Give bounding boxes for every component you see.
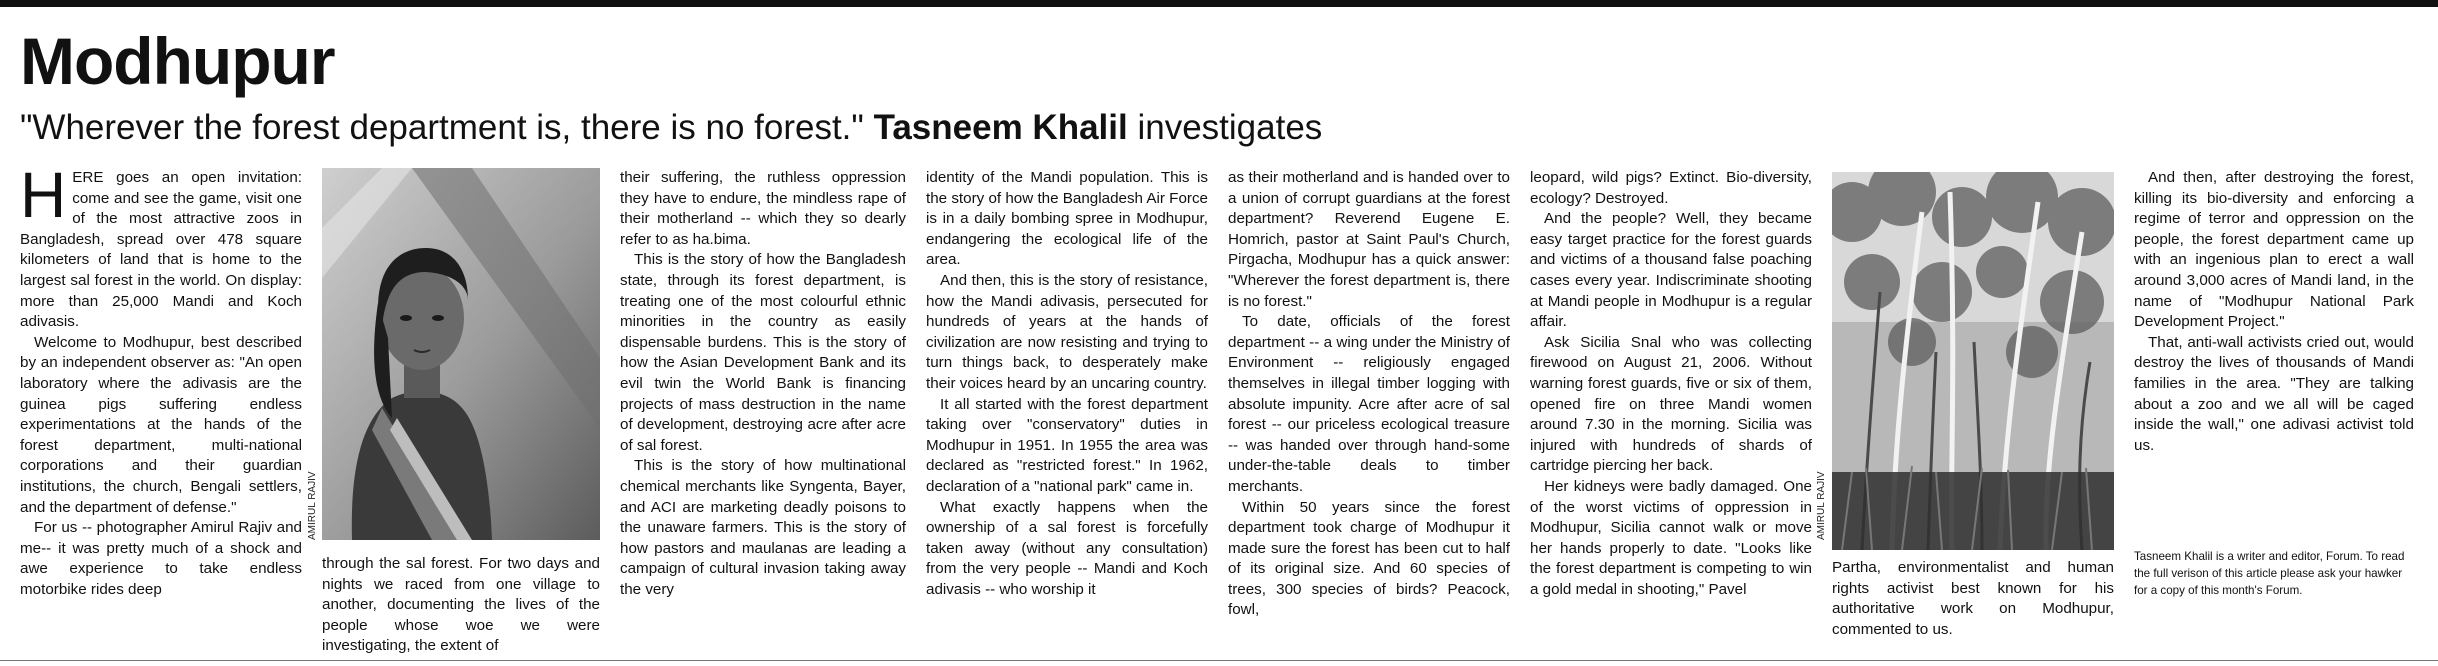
article-column-4 <box>926 168 1208 600</box>
paragraph: This is the story of how multinational chemical merchants like Syngenta, Bayer, and ACI are marketing deadly poisons to the unaware farmers. This is the story of how pastors and maulanas are leading a campaign of cultural invasion taking away the very <box>620 457 906 598</box>
paragraph: To date, officials of the forest department -- a wing under the Ministry of Environment -- religiously engaged themselves in illegal timber logging with absolute impunity. Acre after acre of sal forest -- our priceless ecological treasure -- was handed over through hand-some under-the-table deals to timber merchants. <box>1228 313 1510 495</box>
portrait-photo <box>322 168 600 540</box>
paragraph: Welcome to Modhupur, best described by an independent observer as: "An open laboratory where the adivasis are the guinea pigs suffering endless experimentations at the hands of the forest department, multi-national corporations and their guardian institutions, the church, Bengali settlers, and the department of defense." <box>20 333 302 516</box>
paragraph: This is the story of how the Bangladesh state, through its forest department, is treating one of the most colourful ethnic minorities in the country as easily dispensable burdens. This is the story of how the Asian Development Bank and its evil twin the World Bank is financing projects of mass destruction in the name of development, destroying acre after acre of sal forest. <box>620 251 906 454</box>
deck-quote: "Wherever the forest department is, there is no forest." <box>20 108 874 147</box>
forest-photo <box>1832 172 2114 550</box>
author-bio: Tasneem Khalil is a writer and editor, Forum. To read the full verison of this article please ask your hawker for a copy of this month's Forum. <box>2134 550 2405 597</box>
paragraph: identity of the Mandi population. This is the story of how the Bangladesh Air Force is in a daily bombing spree in Modhupur, endangering the ecological life of the area. <box>926 169 1208 269</box>
portrait-photo-image <box>322 168 600 540</box>
paragraph: And then, this is the story of resistance, how the Mandi adivasis, persecuted for hundreds of years at the hands of civilization are now resisting and trying to turn things back, to desperately make their voices heard by an uncaring country. <box>926 271 1208 392</box>
article-column-6 <box>1530 168 1812 600</box>
paragraph: For us -- photographer Amirul Rajiv and me-- it was pretty much of a shock and awe experience to take endless motorbike rides deep <box>20 519 302 598</box>
forest-photo-image <box>1832 172 2114 550</box>
article-column-8 <box>2134 168 2414 456</box>
top-rule <box>0 0 2438 7</box>
article-column-3 <box>620 168 906 600</box>
bottom-rule <box>0 660 2438 661</box>
paragraph: What exactly happens when the ownership of a sal forest is forcefully taken away (without any consultation) from the very people -- Mandi and Koch adivasis -- who worship it <box>926 498 1208 598</box>
paragraph: as their motherland and is handed over to a union of corrupt guardians at the forest department? Reverend Eugene E. Homrich, pastor at Saint Paul's Church, Pirgacha, Modhupur has a quick answer: "Wherever the forest department is, there is no forest." <box>1228 169 1510 310</box>
photo-caption: Partha, environmentalist and human rights activist best known for his authoritative work on Modhupur, commented to us. <box>1832 559 2114 638</box>
paragraph: leopard, wild pigs? Extinct. Bio-diversity, ecology? Destroyed. <box>1530 169 1812 207</box>
paragraph: That, anti-wall activists cried out, would destroy the lives of thousands of Mandi families in the area. "They are talking about a zoo and we all will be caged inside the wall," one adivasi activist told us. <box>2134 333 2414 454</box>
article-column-1 <box>20 159 302 600</box>
photo-credit: AMIRUL RAJIV <box>1816 471 1827 540</box>
deck <box>20 110 1322 145</box>
paragraph: And the people? Well, they became easy target practice for the forest guards and victims of a thousand false poaching cases every year. Indiscriminate shooting at Mandi people in Modhupur is a regular affair. <box>1530 210 1812 331</box>
paragraph: HERE goes an open invitation: come and see the game, visit one of the most attractive zoos in Bangladesh, spread over 478 square kilometers of land that is home to the largest sal forest in the world. On display: more than 25,000 Mandi and Koch adivasis. <box>20 159 302 331</box>
article-column-5 <box>1228 168 1510 621</box>
photo-credit: AMIRUL RAJIV <box>307 471 318 540</box>
deck-author: Tasneem Khalil <box>873 108 1128 147</box>
paragraph: It all started with the forest department taking over "conservatory" duties in Modhupur in 1951. In 1955 the area was declared as "restricted forest." In 1962, declaration of a "national park" came in. <box>926 395 1208 495</box>
deck-verb: investigates <box>1127 108 1323 147</box>
paragraph: And then, after destroying the forest, killing its bio-diversity and enforcing a regime of terror and oppression on the people, the forest department came up with an ingenious plan to erect a wall around 3,000 acres of Mandi land, in the name of "Modhupur National Park Development Project." <box>2134 169 2414 331</box>
paragraph: Her kidneys were badly damaged. One of the worst victims of oppression in Modhupur, Sicilia cannot walk or move her hands properly to date. "Looks like the forest department is competing to win a gold medal in shooting," Pavel <box>1530 477 1812 598</box>
article-column-2 <box>322 554 600 657</box>
paragraph: Ask Sicilia Snal who was collecting firewood on August 21, 2006. Without warning forest guards, five or six of them, opened fire on three Mandi women around 7.30 in the morning. Sicilia was injured with hundreds of shards of cartridge piercing her back. <box>1530 333 1812 475</box>
paragraph: through the sal forest. For two days and nights we raced from one village to another, documenting the lives of the people whose woe we were investigating, the extent of <box>322 555 600 655</box>
paragraph: their suffering, the ruthless oppression they have to endure, the mindless rape of their motherland -- which they so dearly refer to as ha.bima. <box>620 169 906 248</box>
headline: Modhupur <box>20 24 335 98</box>
drop-cap: H <box>20 159 67 231</box>
paragraph: Within 50 years since the forest department took charge of Modhupur it made sure the forest has been cut to half of its original size. And 60 species of trees, 300 species of birds? Peacock, fowl, <box>1228 498 1510 619</box>
